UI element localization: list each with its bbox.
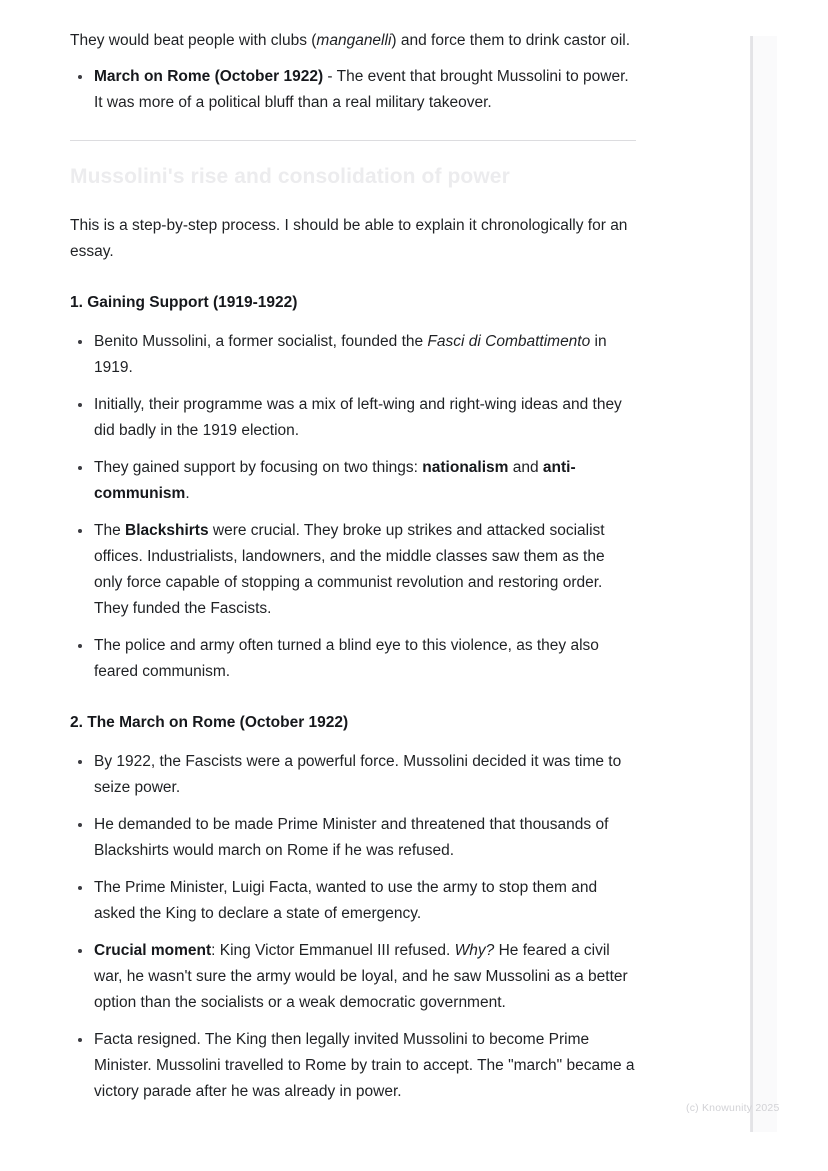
paragraph-text-before: They would beat people with clubs (: [70, 32, 317, 49]
bullet-text-2: were crucial. They broke up strikes and attacked socialist offices. Industrialists, landowners, and the middle classes saw them as the only force capable of stopping a communist revolution and restoring order. They funded the Fascists.: [94, 522, 605, 617]
bullet-text-2: and: [508, 459, 543, 476]
bullet-text: The Prime Minister, Luigi Facta, wanted to use the army to stop them and asked the King to declare a state of emergency.: [94, 879, 598, 922]
top-bullet-list: [70, 64, 636, 116]
list-item: [70, 749, 636, 801]
bullet-text: : King Victor Emmanuel III refused.: [211, 942, 455, 959]
bullet-text: Facta resigned. The King then legally invited Mussolini to become Prime Minister. Mussolini travelled to Rome by train to accept. The "march" became a victory parade after he was already in power.: [94, 1031, 635, 1100]
scrollbar-thumb[interactable]: [751, 36, 753, 1132]
bullet-bold-label: March on Rome (October 1922): [94, 68, 324, 85]
bullet-text: Initially, their programme was a mix of left-wing and right-wing ideas and they did badly in the 1919 election.: [94, 396, 622, 439]
list-item: [70, 1027, 636, 1105]
list-item: [70, 329, 636, 381]
document-content: [70, 28, 636, 1105]
bullet-bold-anticommunism: anti-communism: [94, 459, 576, 502]
bullet-text-3: .: [185, 485, 190, 502]
list-item: [70, 938, 636, 1016]
italic-term-fasci: Fasci di Combattimento: [427, 333, 591, 350]
bullet-bold-crucial-moment: Crucial moment: [94, 942, 212, 959]
bullet-text: The: [94, 522, 126, 539]
bullet-text: By 1922, the Fascists were a powerful force. Mussolini decided it was time to seize power.: [94, 753, 622, 796]
bullet-text: They gained support by focusing on two things:: [94, 459, 423, 476]
paragraph-text-after: ) and force them to drink castor oil.: [391, 32, 631, 49]
section-divider: [70, 140, 636, 141]
bullet-text-2: He feared a civil war, he wasn't sure the army would be loyal, and he saw Mussolini as a better option than the socialists or a weak democratic government.: [94, 942, 628, 1011]
italic-term-why: Why?: [454, 942, 495, 959]
list-item: [70, 633, 636, 685]
section-heading-2: 2. The March on Rome (October 1922): [70, 714, 349, 731]
list-item: [70, 455, 636, 507]
list-item: [70, 392, 636, 444]
bullet-text-2: in 1919.: [94, 333, 607, 376]
list-item: [70, 64, 636, 116]
paragraph-continuation: [70, 28, 636, 54]
scrollbar-track[interactable]: [750, 36, 777, 1132]
section-1-bullet-list: [70, 329, 636, 685]
bullet-bold-nationalism: nationalism: [422, 459, 509, 476]
italic-term-manganelli: manganelli: [316, 32, 392, 49]
bullet-text: - The event that brought Mussolini to power. It was more of a political bluff than a real military takeover.: [94, 68, 629, 111]
list-item: [70, 518, 636, 622]
bullet-text: He demanded to be made Prime Minister and threatened that thousands of Blackshirts would march on Rome if he was refused.: [94, 816, 609, 859]
list-item: [70, 812, 636, 864]
faded-section-heading: Mussolini's rise and consolidation of power: [70, 165, 510, 188]
intro-paragraph: This is a step-by-step process. I should be able to explain it chronologically for an essay.: [70, 217, 628, 260]
list-item: [70, 875, 636, 927]
section-2-bullet-list: [70, 749, 636, 1105]
bullet-text: Benito Mussolini, a former socialist, founded the: [94, 333, 428, 350]
bullet-bold-blackshirts: Blackshirts: [125, 522, 209, 539]
watermark: (c) Knowunity 2025: [686, 1102, 780, 1114]
section-heading-1: 1. Gaining Support (1919-1922): [70, 294, 298, 311]
bullet-text: The police and army often turned a blind eye to this violence, as they also feared communism.: [94, 637, 599, 680]
